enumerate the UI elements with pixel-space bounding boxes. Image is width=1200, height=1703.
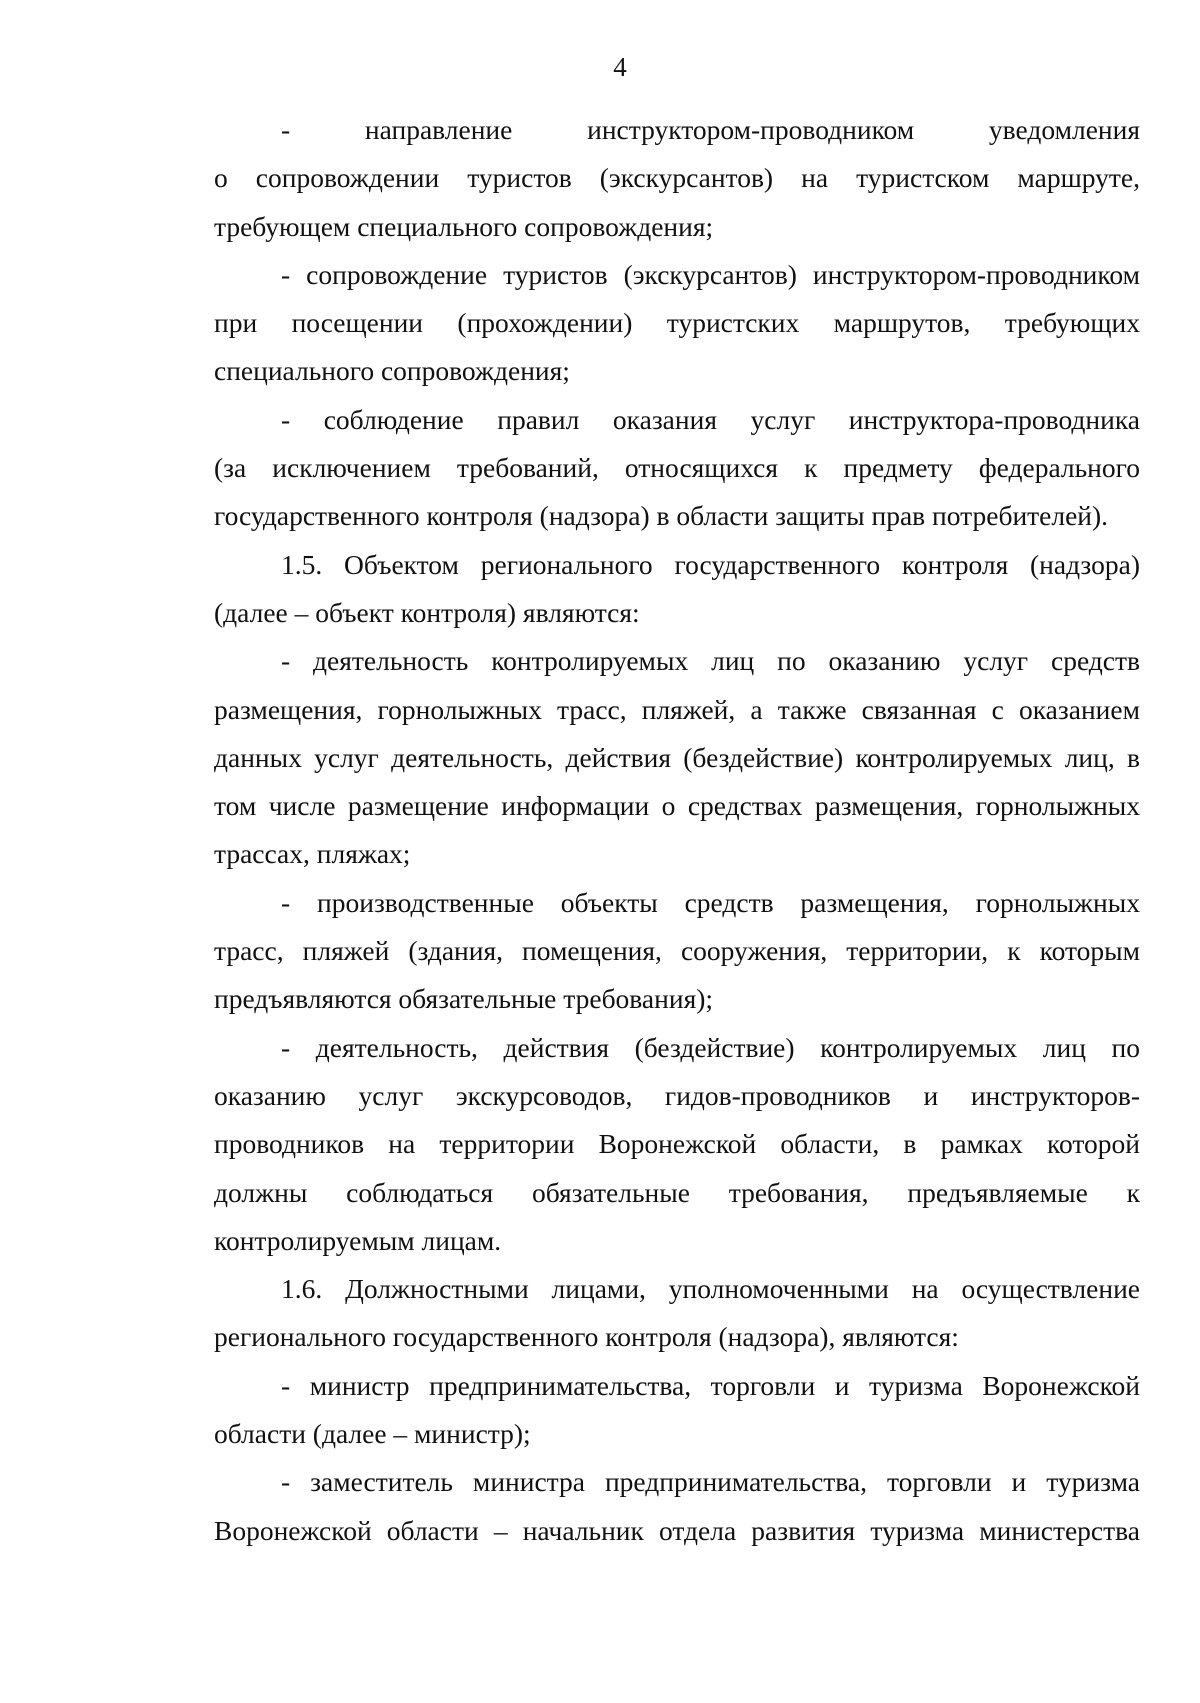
paragraph-rules [214,396,1140,541]
text-line: размещения, горнолыжных трасс, пляжей, а также связанная с оказанием [214,693,1140,725]
paragraph-production-objects [214,879,1140,1024]
text-line: (далее – объект контроля) являются: [214,596,640,628]
paragraph-guides [214,1024,1140,1265]
text-line: 1.5. Объектом регионального государственного контроля (надзора) [281,548,1140,580]
paragraph-activity [214,637,1140,878]
paragraph-1-6 [214,1265,1140,1362]
text-line: - деятельность, действия (бездействие) контролируемых лиц по [281,1031,1140,1063]
text-line: оказанию услуг экскурсоводов, гидов-проводников и инструкторов- [214,1079,1140,1111]
paragraph-deputy-minister [214,1458,1140,1555]
paragraph-escort [214,251,1140,396]
text-line: трасс, пляжей (здания, помещения, сооружения, территории, к которым [214,935,1140,967]
text-line: регионального государственного контроля (надзора), являются: [214,1321,959,1353]
page-number: 4 [613,52,627,82]
text-line: контролируемым лицам. [214,1224,502,1256]
document-body [214,106,1140,1555]
text-line: о сопровождении туристов (экскурсантов) на туристском маршруте, [214,162,1140,194]
text-line: - министр предпринимательства, торговли и туризма Воронежской [281,1369,1140,1401]
text-line: том числе размещение информации о средствах размещения, горнолыжных [214,790,1140,822]
text-line: области (далее – министр); [214,1418,531,1450]
paragraph-notification [214,106,1140,251]
text-line: предъявляются обязательные требования); [214,983,714,1015]
text-line: должны соблюдаться обязательные требования, предъявляемые к [214,1176,1140,1208]
text-line: - направление инструктором-проводником уведомления [281,114,1140,145]
text-line: (за исключением требований, относящихся к предмету федерального [214,452,1140,484]
text-line: трассах, пляжах; [214,838,411,870]
text-line: при посещении (прохождении) туристских маршрутов, требующих [214,307,1140,339]
text-line: - соблюдение правил оказания услуг инструктора-проводника [281,403,1140,435]
text-line: требующем специального сопровождения; [214,210,714,242]
text-line: - деятельность контролируемых лиц по оказанию услуг средств [281,645,1140,677]
text-line: государственного контроля (надзора) в области защиты прав потребителей). [214,500,1109,532]
text-line: - производственные объекты средств размещения, горнолыжных [281,886,1140,918]
text-line: проводников на территории Воронежской области, в рамках которой [214,1128,1140,1160]
paragraph-minister [214,1362,1140,1459]
paragraph-1-5 [214,541,1140,638]
text-line: 1.6. Должностными лицами, уполномоченными на осуществление [281,1273,1140,1305]
text-line: - сопровождение туристов (экскурсантов) инструктором-проводником [281,258,1140,290]
text-line: - заместитель министра предпринимательства, торговли и туризма [281,1466,1140,1498]
text-line: Воронежской области – начальник отдела развития туризма министерства [214,1514,1140,1546]
text-line: данных услуг деятельность, действия (бездействие) контролируемых лиц, в [214,741,1140,773]
text-line: специального сопровождения; [214,355,570,387]
